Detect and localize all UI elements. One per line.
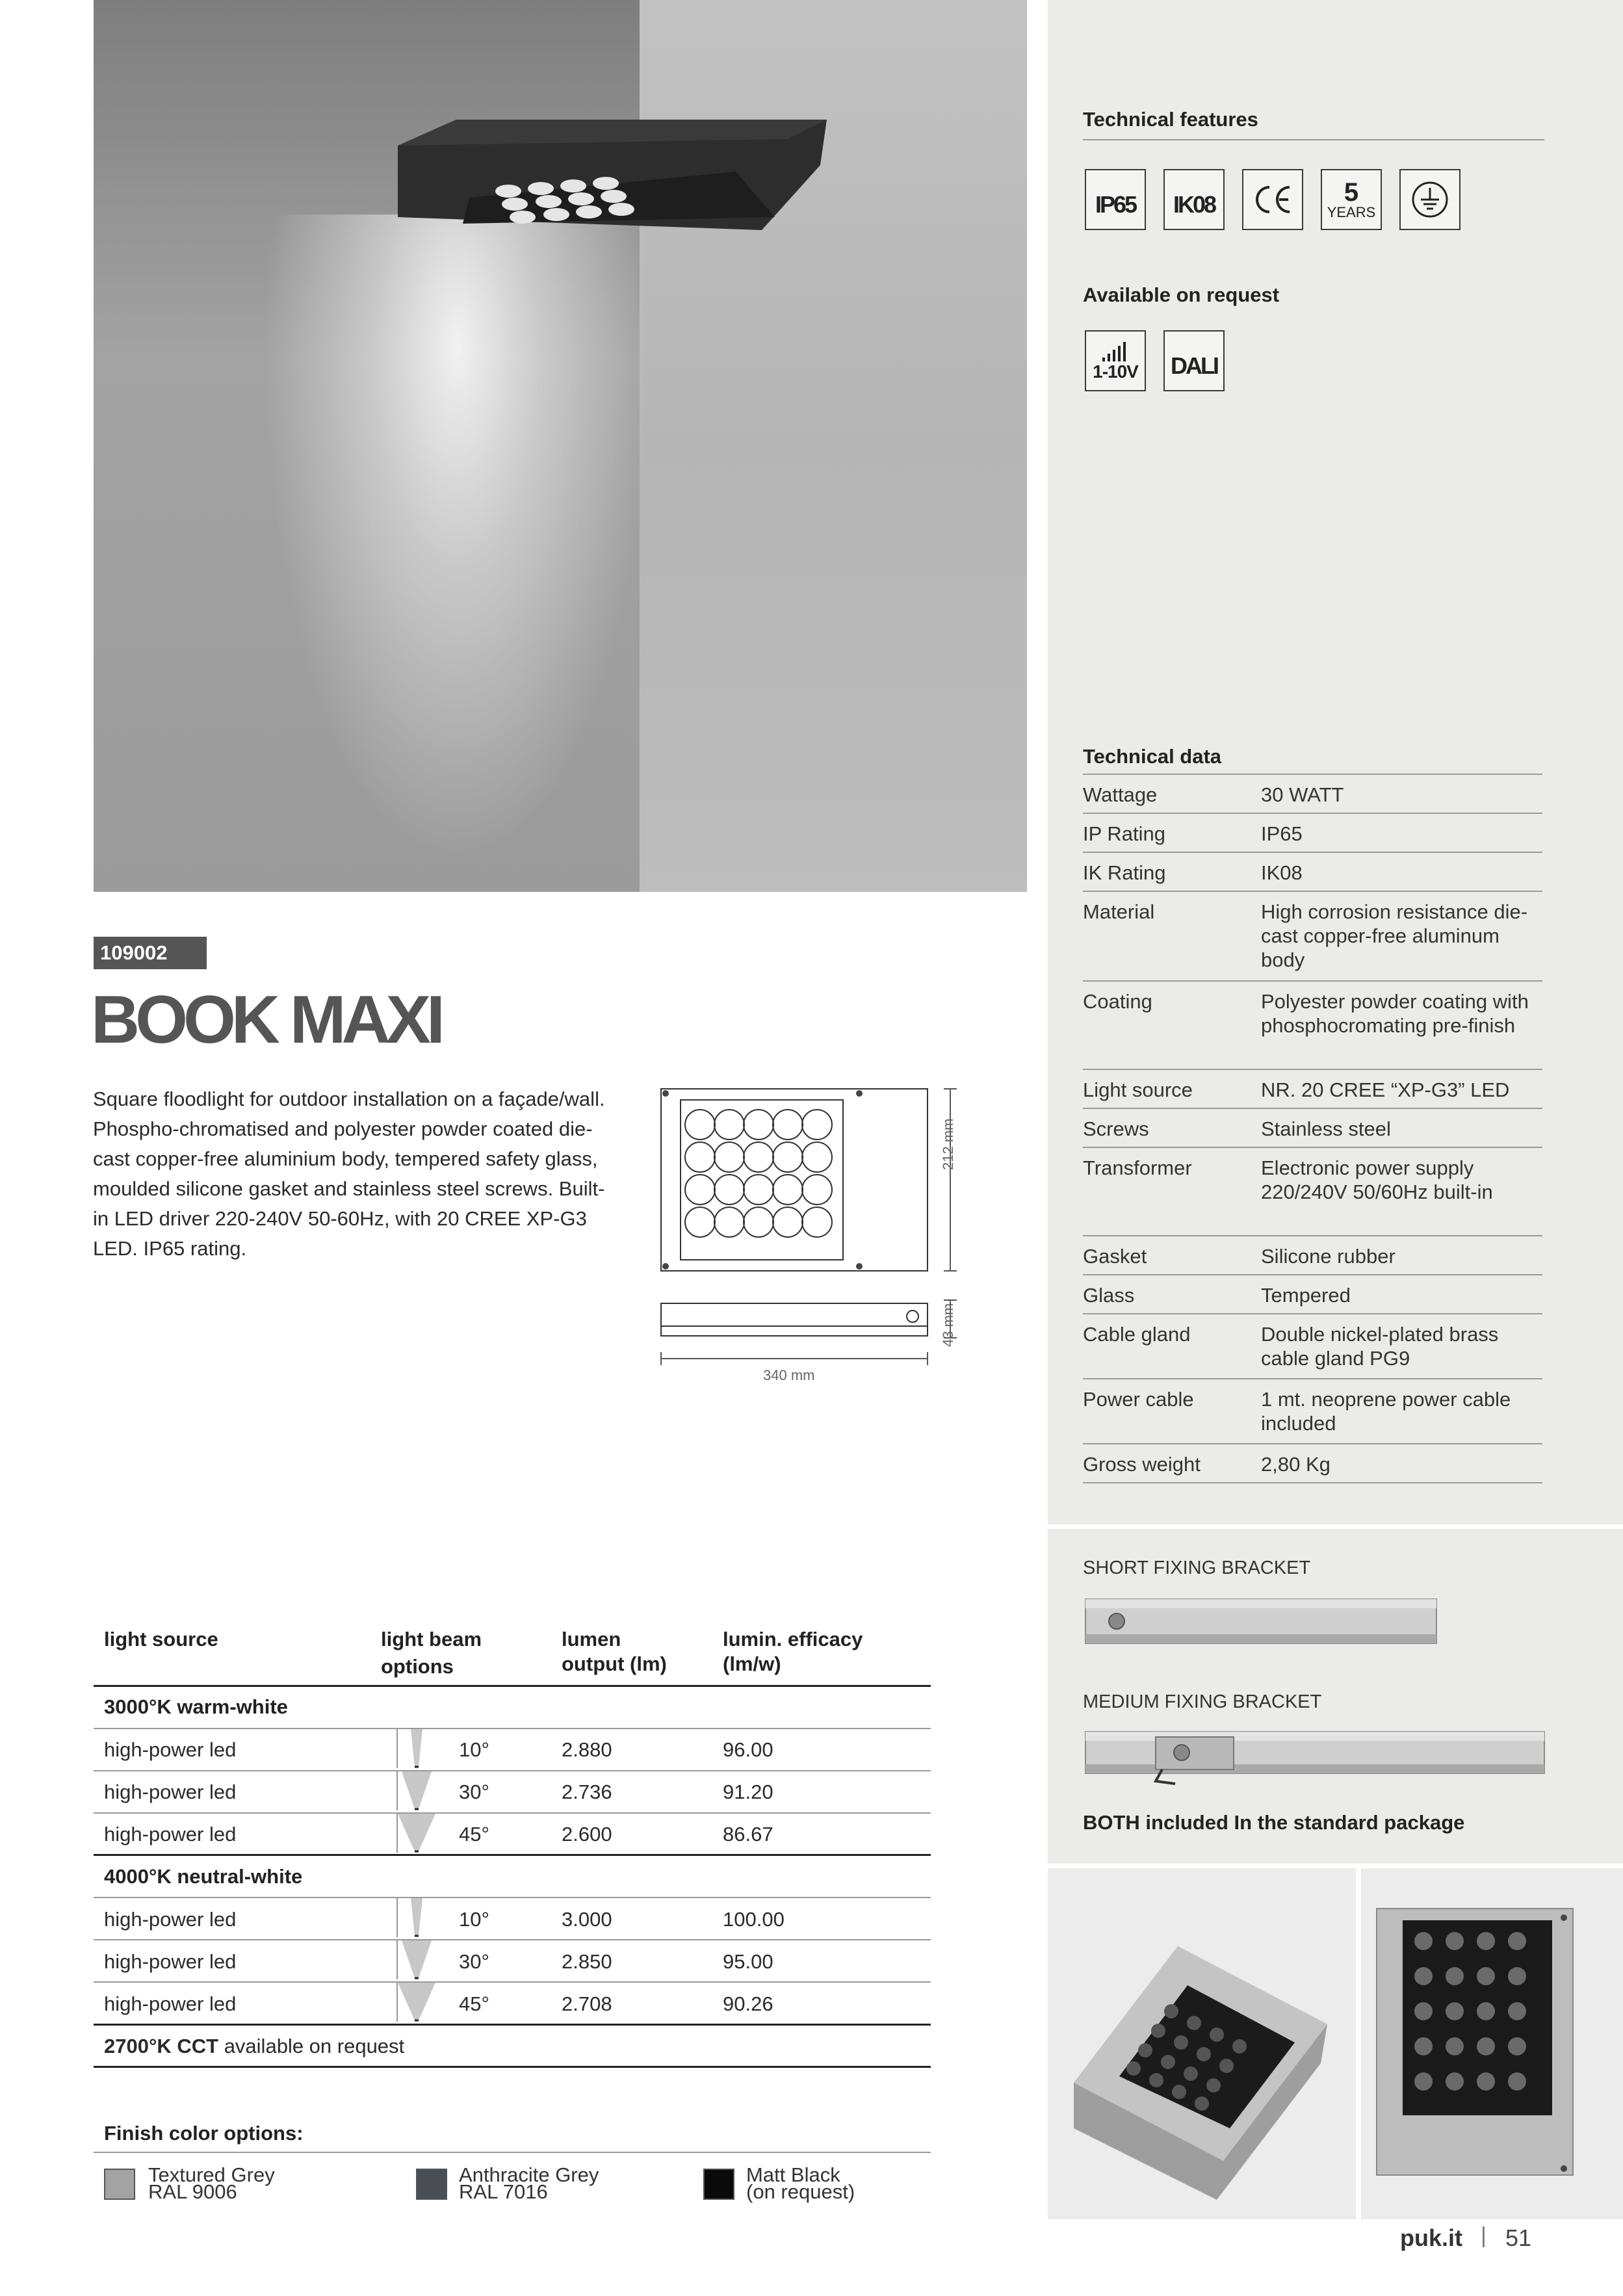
beam-30-icon	[396, 1940, 434, 1979]
tech-row: Gross weight 2,80 Kg	[1083, 1443, 1542, 1483]
wall-lamp-illustration	[372, 120, 827, 230]
cell-efficacy: 86.67	[723, 1823, 773, 1846]
divider	[94, 2024, 931, 2026]
dali-icon: DALI	[1163, 330, 1225, 391]
cell-efficacy: 100.00	[723, 1908, 785, 1931]
dimension-drawing	[658, 1086, 983, 1378]
cell-source: high-power led	[104, 1823, 237, 1846]
cell-source: high-power led	[104, 1950, 237, 1973]
divider	[94, 1728, 931, 1729]
cell-lumen: 2.736	[562, 1781, 612, 1803]
divider	[94, 1897, 931, 1898]
cell-beam: 30°	[459, 1950, 489, 1973]
col-header-efficacy: lumin. efficacy	[723, 1628, 863, 1650]
product-code-badge: 109002	[94, 937, 207, 969]
brackets-note: BOTH included In the standard package	[1083, 1811, 1465, 1834]
tech-row: Glass Tempered	[1083, 1274, 1542, 1313]
cell-source: high-power led	[104, 1992, 237, 2015]
cell-efficacy: 96.00	[723, 1738, 773, 1761]
divider	[94, 1854, 931, 1856]
tech-row: Screws Stainless steel	[1083, 1108, 1542, 1147]
tech-row: Light source NR. 20 CREE “XP-G3” LED	[1083, 1069, 1542, 1108]
tech-row: Gasket Silicone rubber	[1083, 1235, 1542, 1274]
lamp-angle-illustration	[1048, 1868, 1356, 2219]
short-bracket-label: SHORT FIXING BRACKET	[1083, 1558, 1311, 1578]
cell-efficacy: 95.00	[723, 1950, 773, 1973]
divider	[94, 1981, 931, 1983]
ik08-icon: IK08	[1163, 169, 1225, 230]
finish-code: (on request)	[746, 2180, 855, 2203]
beam-45-icon	[396, 1814, 434, 1853]
ce-mark-icon	[1252, 182, 1293, 217]
finish-code: RAL 9006	[148, 2180, 237, 2203]
cell-beam: 10°	[459, 1908, 489, 1931]
col-header-source: light source	[104, 1628, 218, 1650]
short-bracket-image	[1084, 1597, 1439, 1647]
earth-ground-icon	[1409, 179, 1451, 220]
product-title: BOOK MAXI	[91, 982, 441, 1058]
cell-beam: 45°	[459, 1823, 489, 1846]
cell-beam: 30°	[459, 1781, 489, 1803]
footer-brand[interactable]: puk.it	[1400, 2224, 1462, 2251]
divider	[1083, 139, 1544, 140]
group-label-warm: 3000°K warm-white	[104, 1695, 288, 1718]
divider	[94, 1812, 931, 1814]
cell-lumen: 2.600	[562, 1823, 612, 1846]
ce-mark-icon	[1242, 169, 1303, 230]
cell-source: high-power led	[104, 1738, 237, 1761]
medium-bracket-image	[1084, 1727, 1547, 1786]
technical-data-title: Technical data	[1083, 745, 1222, 768]
cell-lumen: 2.708	[562, 1992, 612, 2015]
dimmer-1-10v-icon: 1-10V	[1085, 330, 1146, 391]
available-on-request-title: Available on request	[1083, 283, 1280, 306]
cell-source: high-power led	[104, 1781, 237, 1803]
tech-row: Material High corrosion resistance die-cast copper-free aluminum body	[1083, 891, 1542, 980]
cell-lumen: 2.880	[562, 1738, 612, 1761]
divider	[94, 1685, 931, 1687]
cell-lumen: 3.000	[562, 1908, 612, 1931]
beam-45-icon	[396, 1983, 434, 2022]
tech-row: IK Rating IK08	[1083, 852, 1542, 891]
cell-efficacy: 90.26	[723, 1992, 773, 2015]
beam-30-icon	[396, 1771, 434, 1810]
lamp-front-illustration	[1361, 1868, 1623, 2219]
finish-name: Anthracite Grey	[459, 2163, 599, 2186]
divider	[94, 2152, 931, 2153]
cct-note: 2700°K CCT available on request	[104, 2035, 405, 2057]
finish-swatch-anthracite-grey	[416, 2169, 447, 2200]
warranty-5-years-icon: 5 YEARS	[1321, 169, 1382, 230]
signal-bars-icon	[1101, 342, 1130, 361]
tech-row: Power cable 1 mt. neoprene power cable included	[1083, 1378, 1542, 1443]
tech-row: Cable gland Double nickel-plated brass cable gland PG9	[1083, 1313, 1542, 1378]
finish-name: Textured Grey	[148, 2163, 275, 2186]
finish-title: Finish color options:	[104, 2122, 304, 2145]
medium-bracket-label: MEDIUM FIXING BRACKET	[1083, 1691, 1322, 1712]
ip65-icon: IP65	[1085, 169, 1146, 230]
tech-row: Coating Polyester powder coating with phosphocromating pre-finish	[1083, 980, 1542, 1069]
cell-beam: 10°	[459, 1738, 489, 1761]
beam-10-icon	[396, 1898, 434, 1937]
dimension-depth-label: 43 mm	[940, 1303, 956, 1347]
tech-row: Transformer Electronic power supply 220/240V 50/60Hz built-in	[1083, 1147, 1542, 1235]
finish-swatch-textured-grey	[104, 2169, 135, 2200]
product-description: Square floodlight for outdoor installation on a façade/wall. Phospho-chromatised and polyester powder coated die-cast copper-free aluminium body, tempered safety glass, moulded silicone gasket and stainless steel screws. Built-in LED driver 220-240V 50-60Hz, with 20 CREE XP-G3 LED. IP65 rating.	[93, 1088, 605, 1260]
finish-swatch-matt-black	[703, 2169, 734, 2200]
col-header-lumen-2: output (lm)	[562, 1652, 667, 1675]
earth-ground-icon	[1399, 169, 1461, 230]
col-header-efficacy-2: (lm/w)	[723, 1652, 781, 1675]
group-label-neutral: 4000°K neutral-white	[104, 1865, 303, 1888]
divider	[94, 1939, 931, 1940]
tech-row: Wattage 30 WATT	[1083, 774, 1542, 813]
dimension-height-label: 212 mm	[940, 1118, 956, 1170]
cell-source: high-power led	[104, 1908, 237, 1931]
product-hero-photo	[94, 0, 1027, 892]
technical-features-title: Technical features	[1083, 108, 1258, 131]
col-header-beam: light beam	[381, 1628, 482, 1650]
footer-separator: |	[1481, 2223, 1487, 2248]
tech-row: IP Rating IP65	[1083, 813, 1542, 852]
cell-efficacy: 91.20	[723, 1781, 773, 1803]
cell-lumen: 2.850	[562, 1950, 612, 1973]
dimension-width-label: 340 mm	[763, 1367, 815, 1383]
page-number: 51	[1505, 2224, 1532, 2251]
cell-beam: 45°	[459, 1992, 489, 2015]
product-photo-front	[1361, 1868, 1623, 2219]
finish-name: Matt Black	[746, 2163, 840, 2186]
divider	[94, 2066, 931, 2068]
divider	[94, 1770, 931, 1771]
product-photo-angle	[1048, 1868, 1356, 2219]
col-header-beam-2: options	[381, 1655, 454, 1678]
col-header-lumen: lumen	[562, 1628, 621, 1650]
beam-10-icon	[396, 1729, 434, 1768]
finish-code: RAL 7016	[459, 2180, 548, 2203]
